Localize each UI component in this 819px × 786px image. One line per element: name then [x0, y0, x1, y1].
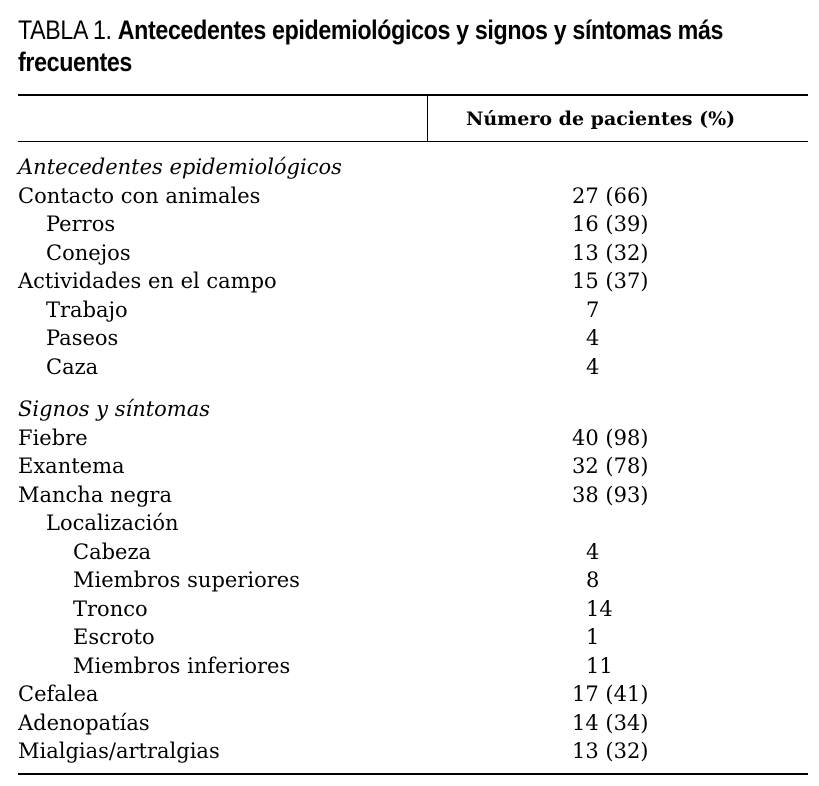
- header-rule: [18, 141, 808, 142]
- row-value: 27 (66): [572, 183, 649, 208]
- row-label: Cabeza: [73, 539, 152, 564]
- row-value: 17 (41): [572, 682, 649, 706]
- row-value: 14 (34): [572, 710, 649, 735]
- table-title: [18, 14, 792, 78]
- row-value: 1: [586, 625, 600, 649]
- table-number-label: TABLA 1.: [18, 15, 112, 45]
- row-label: Exantema: [18, 454, 125, 478]
- column-header: Número de pacientes (%): [466, 108, 736, 130]
- table-row: [0, 595, 819, 624]
- table-row: [0, 452, 819, 481]
- row-label: Actividades en el campo: [18, 269, 277, 293]
- row-label: Mancha negra: [18, 482, 172, 507]
- table-row: [0, 481, 819, 510]
- table-row: [0, 182, 819, 211]
- table-row: [0, 239, 819, 268]
- row-label: Adenopatías: [18, 710, 150, 735]
- bottom-rule: [18, 773, 808, 775]
- table-row: [0, 566, 819, 595]
- row-label: Perros: [46, 212, 116, 236]
- row-value: 14: [586, 596, 613, 621]
- table-body: [0, 153, 819, 766]
- row-label: Contacto con animales: [18, 183, 261, 208]
- row-value: 11: [586, 653, 613, 678]
- row-label: Trabajo: [46, 297, 128, 322]
- row-label: Conejos: [46, 240, 131, 265]
- row-label: Fiebre: [18, 425, 88, 450]
- section-heading: Signos y síntomas: [18, 397, 211, 421]
- table-row: [0, 652, 819, 681]
- section-heading-row: [0, 153, 819, 182]
- table-row: [0, 680, 819, 709]
- row-label: Caza: [46, 354, 99, 379]
- table-title-text: Antecedentes epidemiológicos y signos y síntomas más frecuentes: [18, 15, 724, 77]
- row-value: 4: [586, 354, 600, 379]
- row-value: 8: [586, 568, 600, 592]
- table-row: [0, 538, 819, 567]
- row-value: 15 (37): [572, 269, 649, 293]
- row-label: Miembros superiores: [73, 568, 300, 592]
- row-value: 40 (98): [572, 425, 649, 450]
- section-heading: Antecedentes epidemiológicos: [18, 155, 342, 179]
- table-row: [0, 424, 819, 453]
- header-divider: [427, 95, 428, 142]
- row-label: Cefalea: [18, 682, 99, 706]
- table-row: [0, 709, 819, 738]
- table-row: [0, 353, 819, 382]
- table-row: [0, 737, 819, 766]
- table-row: [0, 509, 819, 538]
- row-value: 4: [586, 539, 600, 564]
- row-label: Escroto: [73, 625, 155, 649]
- row-value: 13 (32): [572, 240, 649, 265]
- row-value: 7: [586, 297, 600, 322]
- table-row: [0, 324, 819, 353]
- row-label: Paseos: [46, 326, 119, 350]
- table-row: [0, 296, 819, 325]
- row-value: 38 (93): [572, 482, 649, 507]
- section-heading-row: [0, 395, 819, 424]
- row-label: Tronco: [73, 596, 148, 621]
- row-label: Localización: [46, 511, 179, 535]
- row-label: Miembros inferiores: [73, 653, 291, 678]
- table-row: [0, 623, 819, 652]
- row-value: 4: [586, 326, 600, 350]
- row-value: 16 (39): [572, 212, 649, 236]
- row-value: 32 (78): [572, 454, 649, 478]
- row-value: 13 (32): [572, 739, 649, 763]
- table-row: [0, 267, 819, 296]
- table-row: [0, 210, 819, 239]
- top-rule: [18, 94, 808, 96]
- row-label: Mialgias/artralgias: [18, 739, 220, 763]
